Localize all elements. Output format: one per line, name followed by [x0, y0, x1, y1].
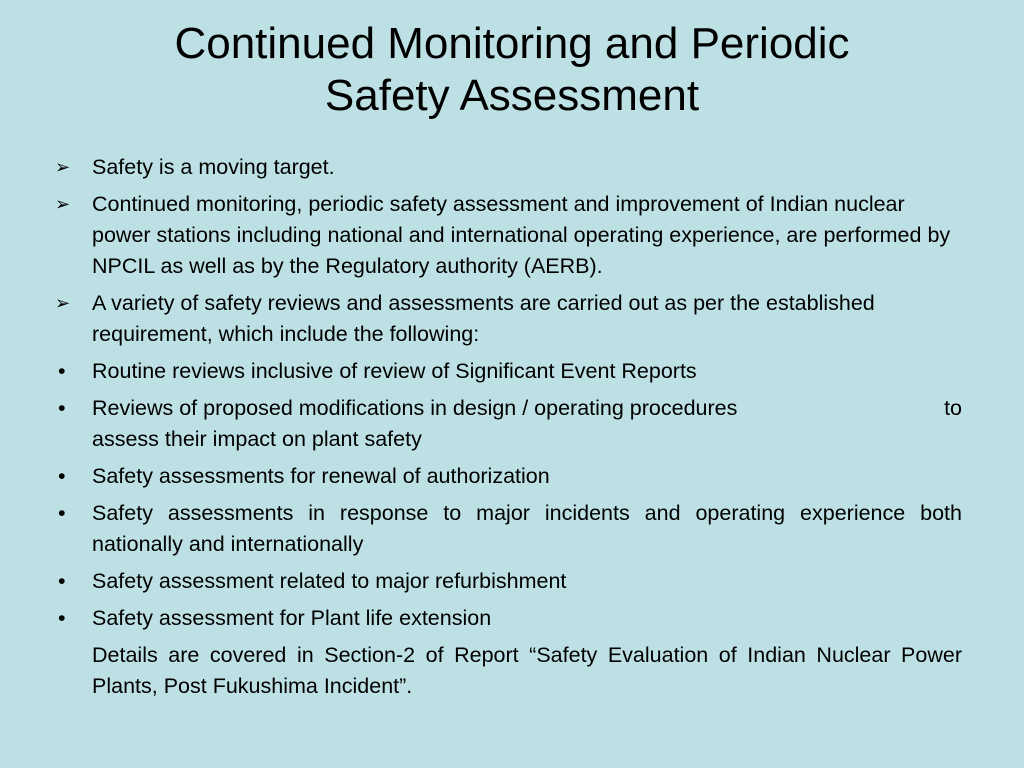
list-item-text: Routine reviews inclusive of review of Significant Event Reports: [92, 359, 697, 383]
dot-bullet-icon: •: [58, 606, 66, 630]
list-item-text-part-b-start: to: [944, 396, 962, 420]
list-item-text-part-a: Reviews of proposed modifications in design / operating procedures: [92, 396, 738, 420]
list-item-text: Safety assessment related to major refurbishment: [92, 569, 567, 593]
list-item-details: [48, 640, 962, 702]
list-item: [48, 461, 962, 492]
slide-title: [60, 18, 964, 122]
slide-title-line-1: Continued Monitoring and Periodic: [174, 19, 850, 68]
list-item-text: Continued monitoring, periodic safety assessment and improvement of Indian nuclear power stations including national and international operating experience, are performed by NPCIL as well as by the Regulatory authority (AERB).: [92, 192, 951, 278]
arrow-bullet-icon: ➢: [55, 194, 71, 214]
list-item: [48, 566, 962, 597]
dot-bullet-icon: •: [58, 464, 66, 488]
list-item: [48, 393, 962, 455]
list-item-text: Safety assessments in response to major incidents and operating experience both nationally and internationally: [92, 501, 962, 556]
arrow-bullet-icon: ➢: [55, 157, 71, 177]
list-item-text: Safety assessment for Plant life extension: [92, 606, 492, 630]
slide-title-line-2: Safety Assessment: [324, 71, 700, 120]
dot-bullet-icon: •: [58, 396, 66, 420]
dot-bullet-icon: •: [58, 569, 66, 593]
list-item-first-line: [92, 393, 962, 424]
list-item-text: Safety assessments for renewal of authorization: [92, 464, 550, 488]
details-text: Details are covered in Section-2 of Report “Safety Evaluation of Indian Nuclear Power Plants, Post Fukushima Incident”.: [92, 643, 962, 698]
list-item: [48, 603, 962, 634]
list-item: [48, 152, 962, 183]
list-item-second-line: assess their impact on plant safety: [92, 427, 422, 451]
list-item: [48, 356, 962, 387]
dot-bullet-icon: •: [58, 359, 66, 383]
arrow-bullet-icon: ➢: [55, 293, 71, 313]
list-item-text: Safety is a moving target.: [92, 155, 335, 179]
slide-body: [48, 152, 962, 708]
dot-bullet-icon: •: [58, 501, 66, 525]
list-item: [48, 189, 962, 282]
list-item: [48, 498, 962, 560]
list-item: [48, 288, 962, 350]
list-item-text: A variety of safety reviews and assessments are carried out as per the established requirement, which include the following:: [92, 291, 875, 346]
